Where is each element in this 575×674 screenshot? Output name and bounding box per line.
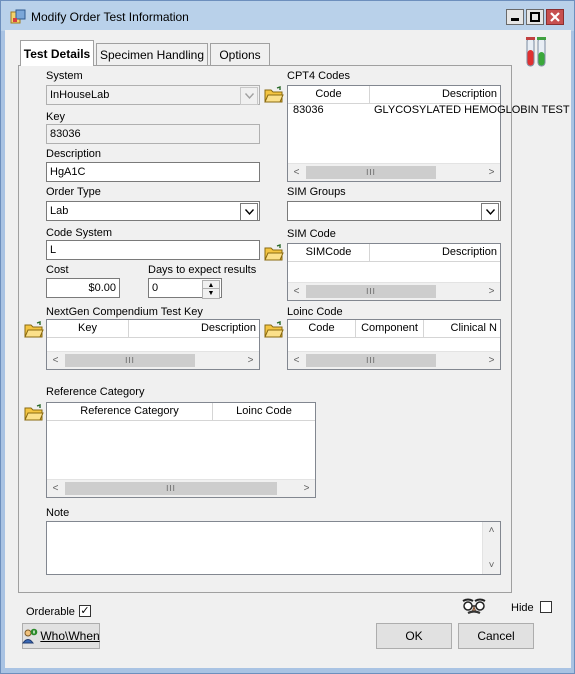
tab-test-details[interactable]: Test Details (20, 40, 94, 66)
order-type-value: Lab (50, 205, 69, 217)
nextgen-col-key[interactable]: Key (47, 320, 129, 337)
reference-folder-icon[interactable] (24, 404, 44, 422)
horizontal-scrollbar[interactable] (47, 351, 259, 369)
order-type-dropdown[interactable] (46, 201, 260, 221)
system-label: System (46, 70, 83, 82)
scroll-right-icon[interactable]: > (303, 483, 310, 494)
hide-label: Hide (511, 602, 534, 614)
minimize-icon (510, 12, 520, 22)
vertical-scrollbar[interactable] (482, 522, 500, 574)
horizontal-scrollbar[interactable] (288, 163, 500, 181)
scroll-right-icon[interactable]: > (488, 167, 495, 178)
title-bar[interactable] (1, 1, 574, 31)
minimize-button[interactable] (506, 9, 524, 25)
sim-groups-dropdown[interactable] (287, 201, 501, 221)
maximize-button[interactable] (526, 9, 544, 25)
nextgen-folder-icon[interactable] (24, 321, 44, 339)
system-dropdown[interactable] (46, 85, 260, 105)
cpt4-grid[interactable] (287, 85, 570, 182)
tab-options[interactable]: Options (210, 43, 270, 65)
scroll-right-icon[interactable]: > (247, 355, 254, 366)
user-info-icon (22, 628, 38, 644)
sim-code-label: SIM Code (287, 228, 336, 240)
scroll-right-icon[interactable]: > (488, 286, 495, 297)
chevron-down-icon[interactable] (240, 203, 258, 221)
chevron-down-icon[interactable] (240, 87, 258, 105)
scroll-thumb[interactable]: III (306, 285, 436, 298)
cpt4-col-description[interactable]: Description (441, 88, 497, 100)
scroll-thumb[interactable]: III (306, 166, 436, 179)
test-tubes-icon (524, 36, 548, 68)
cpt4-col-code[interactable]: Code (288, 86, 370, 103)
days-label: Days to expect results (148, 264, 257, 276)
orderable-checkbox[interactable]: ✓ (80, 604, 90, 617)
system-folder-icon[interactable] (264, 86, 284, 104)
sim-code-col-description[interactable]: Description (441, 246, 497, 258)
scroll-left-icon[interactable]: < (293, 355, 300, 366)
scroll-right-icon[interactable]: > (488, 355, 495, 366)
ok-button[interactable]: OK (376, 623, 452, 649)
description-field[interactable]: HgA1C (46, 162, 260, 182)
scroll-down-icon[interactable]: ˅ (488, 560, 495, 571)
reference-label: Reference Category (46, 386, 145, 398)
loinc-label: Loinc Code (287, 306, 343, 318)
hide-checkbox[interactable] (540, 601, 552, 613)
loinc-folder-icon[interactable] (264, 321, 284, 339)
close-icon (550, 12, 560, 22)
nextgen-grid[interactable] (46, 319, 260, 370)
window-title: Modify Order Test Information (31, 10, 189, 24)
cpt4-cell-description: GLYCOSYLATED HEMOGLOBIN TEST (374, 104, 570, 116)
sim-groups-label: SIM Groups (287, 186, 346, 198)
reference-col-loinc[interactable]: Loinc Code (236, 405, 292, 417)
loinc-header (288, 320, 500, 338)
spin-up-icon[interactable]: ▲ (202, 280, 220, 291)
nextgen-label: NextGen Compendium Test Key (46, 306, 203, 318)
reference-grid[interactable] (46, 402, 316, 498)
reference-col-category[interactable]: Reference Category (47, 403, 213, 420)
table-row[interactable] (288, 104, 570, 118)
scroll-left-icon[interactable]: < (293, 167, 300, 178)
tab-specimen-handling[interactable]: Specimen Handling (96, 43, 208, 65)
sim-code-grid[interactable] (287, 243, 501, 301)
horizontal-scrollbar[interactable] (288, 351, 500, 369)
maximize-icon (530, 12, 540, 22)
orderable-label: Orderable (26, 606, 75, 618)
loinc-col-code[interactable]: Code (288, 320, 356, 337)
sim-code-col-simcode[interactable]: SIMCode (288, 244, 370, 261)
chevron-down-icon[interactable] (481, 203, 499, 221)
cancel-button[interactable]: Cancel (458, 623, 534, 649)
days-value: 0 (152, 282, 159, 294)
reference-header (47, 403, 315, 421)
sim-code-header (288, 244, 500, 262)
who-when-label: Who\When (40, 629, 100, 643)
scroll-left-icon[interactable]: < (293, 286, 300, 297)
order-form-icon (10, 9, 26, 25)
code-system-field[interactable]: L (46, 240, 260, 260)
scroll-up-icon[interactable]: ˄ (488, 525, 495, 536)
key-field[interactable]: 83036 (46, 124, 260, 144)
loinc-grid[interactable] (287, 319, 501, 370)
scroll-thumb[interactable]: III (65, 354, 195, 367)
horizontal-scrollbar[interactable] (47, 479, 315, 497)
sim-code-folder-icon[interactable] (264, 244, 284, 262)
loinc-col-clinical[interactable]: Clinical N (450, 322, 497, 334)
close-button[interactable] (546, 9, 564, 25)
scroll-thumb[interactable]: III (306, 354, 436, 367)
system-value: InHouseLab (50, 89, 110, 101)
nextgen-col-description[interactable]: Description (200, 322, 256, 334)
scroll-thumb[interactable]: III (65, 482, 277, 495)
cpt4-cell-code: 83036 (293, 104, 324, 116)
nextgen-header (47, 320, 259, 338)
scroll-left-icon[interactable]: < (52, 483, 59, 494)
loinc-col-component[interactable]: Component (356, 320, 424, 337)
scroll-left-icon[interactable]: < (52, 355, 59, 366)
cpt4-header (288, 86, 500, 104)
code-system-label: Code System (46, 227, 113, 239)
cost-field[interactable]: $0.00 (46, 278, 120, 298)
spin-down-icon[interactable]: ▼ (202, 288, 220, 299)
days-spinner[interactable] (148, 278, 222, 298)
horizontal-scrollbar[interactable] (288, 282, 500, 300)
description-label: Description (46, 148, 102, 160)
note-label: Note (46, 507, 70, 519)
key-label: Key (46, 111, 65, 123)
order-type-label: Order Type (46, 186, 101, 198)
who-when-button[interactable] (22, 623, 100, 649)
cost-label: Cost (46, 264, 69, 276)
note-field[interactable] (46, 521, 501, 575)
disguise-glasses-icon (460, 598, 488, 616)
cpt4-label: CPT4 Codes (287, 70, 350, 82)
